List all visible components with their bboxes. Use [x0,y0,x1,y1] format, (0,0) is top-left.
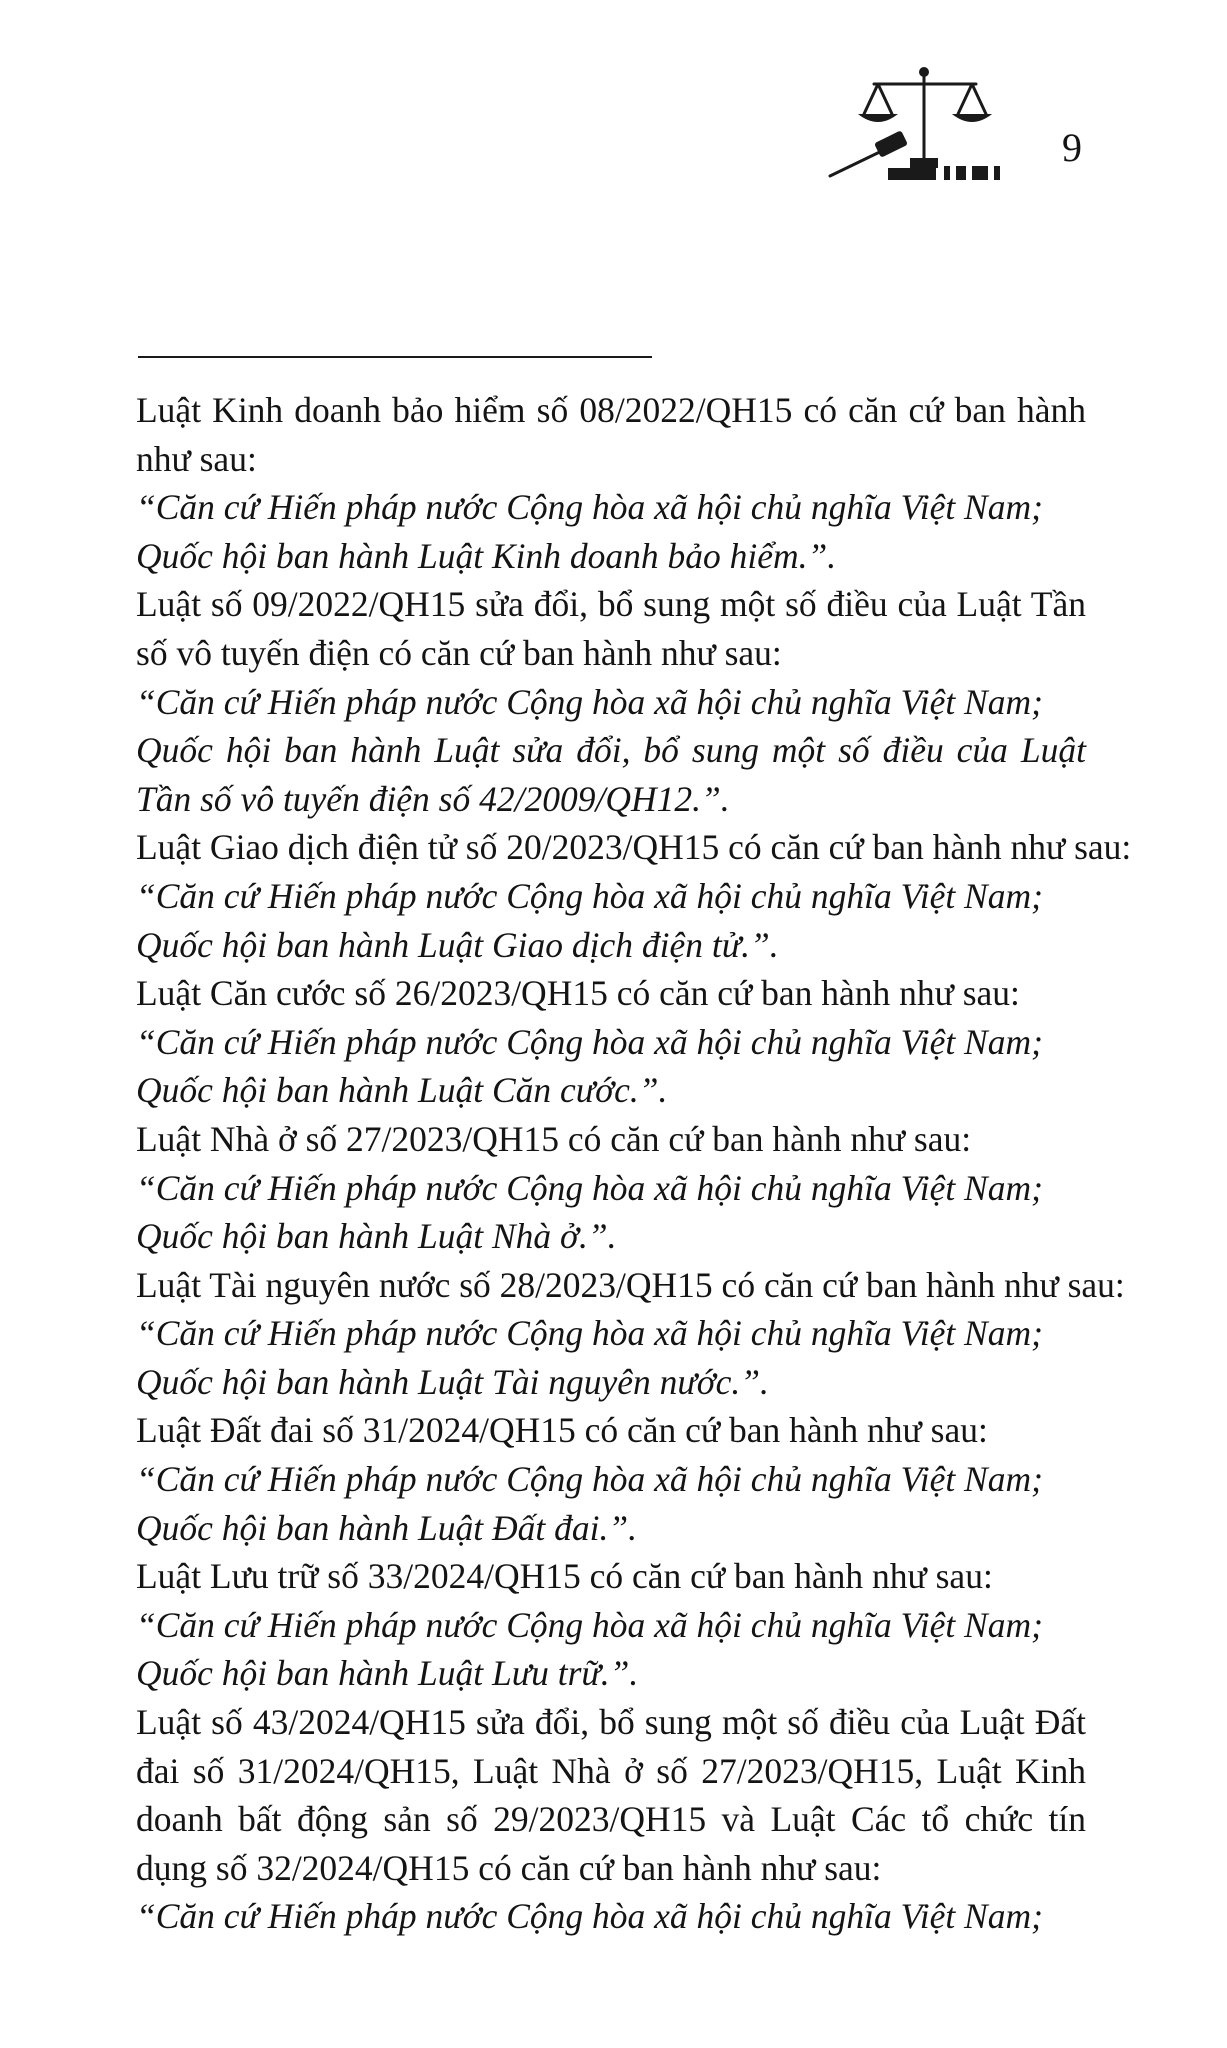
footnote-quote-line: “Căn cứ Hiến pháp nước Cộng hòa xã hội chủ nghĩa Việt Nam; [136,875,1043,916]
footnote-quote-line: “Căn cứ Hiến pháp nước Cộng hòa xã hội chủ nghĩa Việt Nam; [136,1167,1043,1208]
footnote-citation: Luật Lưu trữ số 33/2024/QH15 có căn cứ ban hành như sau: [136,1556,993,1597]
footnote-quote-line: Quốc hội ban hành Luật Căn cước.”. [136,1070,668,1111]
scales-of-justice-gavel-icon [828,64,1012,182]
footnote-quote-line: “Căn cứ Hiến pháp nước Cộng hòa xã hội chủ nghĩa Việt Nam; [136,1459,1043,1500]
footnote-quote-line: “Căn cứ Hiến pháp nước Cộng hòa xã hội chủ nghĩa Việt Nam; [136,1604,1043,1645]
page-number: 9 [1062,125,1082,170]
footnote-quote-line: Quốc hội ban hành Luật Đất đai.”. [136,1507,637,1548]
footnote-citation: Luật Kinh doanh bảo hiểm số 08/2022/QH15 có căn cứ ban hành như sau: [136,390,1086,479]
footnote-citation: Luật số 43/2024/QH15 sửa đổi, bổ sung một số điều của Luật Đất đai số 31/2024/QH15, Luật Nhà ở số 27/2023/QH15, Luật Kinh doanh bất động sản số 29/2023/QH15 và Luật Các tổ chức tín dụng số 32/2024/QH15 có căn cứ ban hành như sau: [136,1702,1086,1888]
footnote-citation: Luật số 09/2022/QH15 sửa đổi, bổ sung một số điều của Luật Tần số vô tuyến điện có căn cứ ban hành như sau: [136,584,1086,673]
footnote-citation: Luật Đất đai số 31/2024/QH15 có căn cứ ban hành như sau: [136,1410,988,1451]
footnote-quote-line: “Căn cứ Hiến pháp nước Cộng hòa xã hội chủ nghĩa Việt Nam; [136,487,1043,528]
footnote-citation: Luật Giao dịch điện tử số 20/2023/QH15 có căn cứ ban hành như sau: [136,827,1132,868]
footnote-body [136,386,1132,1941]
footnote-quote-line: “Căn cứ Hiến pháp nước Cộng hòa xã hội chủ nghĩa Việt Nam; [136,681,1043,722]
footnote-quote-line: Quốc hội ban hành Luật sửa đổi, bổ sung một số điều của Luật Tần số vô tuyến điện số 42/2009/QH12.”. [136,730,1086,819]
footnote-quote-line: Quốc hội ban hành Luật Nhà ở.”. [136,1216,617,1257]
footnote-quote-line: “Căn cứ Hiến pháp nước Cộng hòa xã hội chủ nghĩa Việt Nam; [136,1313,1043,1354]
footnote-quote-line: Quốc hội ban hành Luật Lưu trữ.”. [136,1653,639,1694]
footnote-quote-line: “Căn cứ Hiến pháp nước Cộng hòa xã hội chủ nghĩa Việt Nam; [136,1896,1043,1937]
footnote-citation: Luật Nhà ở số 27/2023/QH15 có căn cứ ban hành như sau: [136,1118,972,1159]
footnote-quote-line: “Căn cứ Hiến pháp nước Cộng hòa xã hội chủ nghĩa Việt Nam; [136,1021,1043,1062]
footnote-citation: Luật Căn cước số 26/2023/QH15 có căn cứ ban hành như sau: [136,973,1020,1014]
footnote-quote-line: Quốc hội ban hành Luật Kinh doanh bảo hiểm.”. [136,535,837,576]
footnote-separator [138,356,652,358]
footnote-citation: Luật Tài nguyên nước số 28/2023/QH15 có căn cứ ban hành như sau: [136,1264,1125,1305]
footnote-quote-line: Quốc hội ban hành Luật Giao dịch điện tử.”. [136,924,779,965]
footnote-quote-line: Quốc hội ban hành Luật Tài nguyên nước.”. [136,1361,769,1402]
